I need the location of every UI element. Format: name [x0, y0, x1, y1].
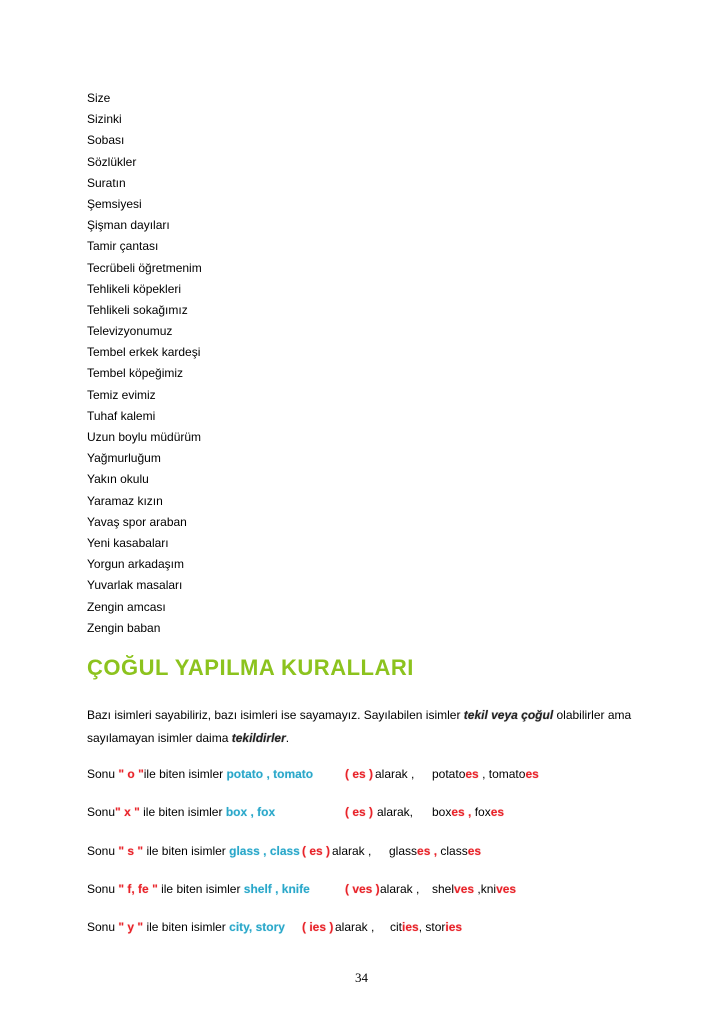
rule-row: [87, 842, 687, 860]
rule-suffix: ( es ): [302, 844, 331, 858]
word-list: [87, 90, 202, 641]
rule-examples: box , fox: [225, 805, 276, 819]
word-list-item: Suratın: [87, 175, 126, 190]
rule-result: boxes , foxes: [432, 805, 505, 819]
rule-after: alarak ,: [380, 882, 420, 896]
word-list-item: Tehlikeli köpekleri: [87, 281, 182, 296]
rule-examples: city, story: [229, 920, 285, 934]
word-list-item: Zengin baban: [87, 620, 161, 635]
rule-letter: x: [124, 805, 131, 819]
rule-letter: f, fe: [127, 882, 149, 896]
intro-text: .: [285, 731, 290, 745]
rule-after: alarak ,: [375, 767, 415, 781]
word-list-item: Şişman dayıları: [87, 218, 170, 233]
section-heading: ÇOĞUL YAPILMA KURALLARI: [87, 655, 414, 680]
rule-suffix: ( ves ): [345, 882, 380, 896]
rule-row: [87, 765, 687, 783]
rule-suffix: ( ies ): [302, 920, 334, 934]
rule-suffix: ( es ): [345, 767, 374, 781]
intro-emphasis: tekildirler: [231, 731, 286, 745]
word-list-item: Tecrübeli öğretmenim: [87, 260, 202, 275]
word-list-item: Zengin amcası: [87, 599, 166, 614]
rule-after: alarak ,: [335, 920, 375, 934]
rule-result: potatoes , tomatoes: [432, 767, 539, 781]
intro-paragraph: [87, 704, 657, 750]
word-list-item: Yağmurluğum: [87, 451, 161, 466]
word-list-item: Tamir çantası: [87, 239, 159, 254]
rule-label: Sonu " f, fe " ile biten isimler shelf , knife: [87, 882, 310, 896]
rule-examples: glass , class: [229, 844, 300, 858]
word-list-item: Sobası: [87, 133, 125, 148]
word-list-item: Yavaş spor araban: [87, 514, 187, 529]
word-list-item: Tuhaf kalemi: [87, 408, 156, 423]
word-list-item: Uzun boylu müdürüm: [87, 430, 202, 444]
rule-row: [87, 880, 687, 898]
rule-label: Sonu " s " ile biten isimler glass , class: [87, 844, 300, 858]
rule-label: Sonu " o "ile biten isimler potato , tomato: [87, 767, 314, 781]
word-list-item: Yaramaz kızın: [87, 493, 163, 508]
intro-emphasis: tekil veya çoğul: [463, 708, 554, 722]
word-list-item: Temiz evimiz: [87, 387, 156, 402]
word-list-item: Televizyonumuz: [87, 324, 173, 339]
rule-suffix: ( es ): [345, 805, 374, 819]
word-list-item: Size: [87, 91, 111, 105]
word-list-item: Yeni kasabaları: [87, 535, 169, 550]
rule-row: [87, 918, 687, 936]
word-list-item: Tembel köpeğimiz: [87, 366, 184, 381]
word-list-item: Yuvarlak masaları: [87, 578, 183, 593]
rule-examples: potato , tomato: [226, 767, 314, 781]
page-number: 34: [355, 970, 368, 985]
word-list-item: Yakın okulu: [87, 472, 149, 487]
word-list-item: Sizinki: [87, 112, 122, 127]
word-list-item: Sözlükler: [87, 154, 137, 169]
word-list-item: Şemsiyesi: [87, 196, 142, 211]
rule-examples: shelf , knife: [243, 882, 310, 896]
rule-after: alarak ,: [332, 844, 372, 858]
word-list-item: Tembel erkek kardeşi: [87, 345, 201, 360]
rule-after: alarak,: [377, 805, 414, 819]
word-list-item: Yorgun arkadaşım: [87, 557, 184, 572]
rule-letter: o: [127, 767, 135, 781]
rule-letter: y: [127, 920, 135, 934]
intro-text: Bazı isimleri sayabiliriz, bazı isimleri ise sayamayız. Sayılabilen isimler: [87, 708, 464, 722]
rule-result: glasses , classes: [389, 844, 482, 858]
rule-row: [87, 803, 687, 821]
rule-label: Sonu" x " ile biten isimler box , fox: [87, 805, 276, 819]
intro-text: olabilirler ama sayılamayan isimler daima: [87, 708, 632, 745]
rule-label: Sonu " y " ile biten isimler city, story: [87, 920, 285, 934]
word-list-item: Tehlikeli sokağımız: [87, 302, 188, 317]
rule-letter: s: [127, 844, 135, 858]
rule-result: shelves ,knives: [432, 882, 517, 896]
rule-result: cities, stories: [390, 920, 463, 934]
